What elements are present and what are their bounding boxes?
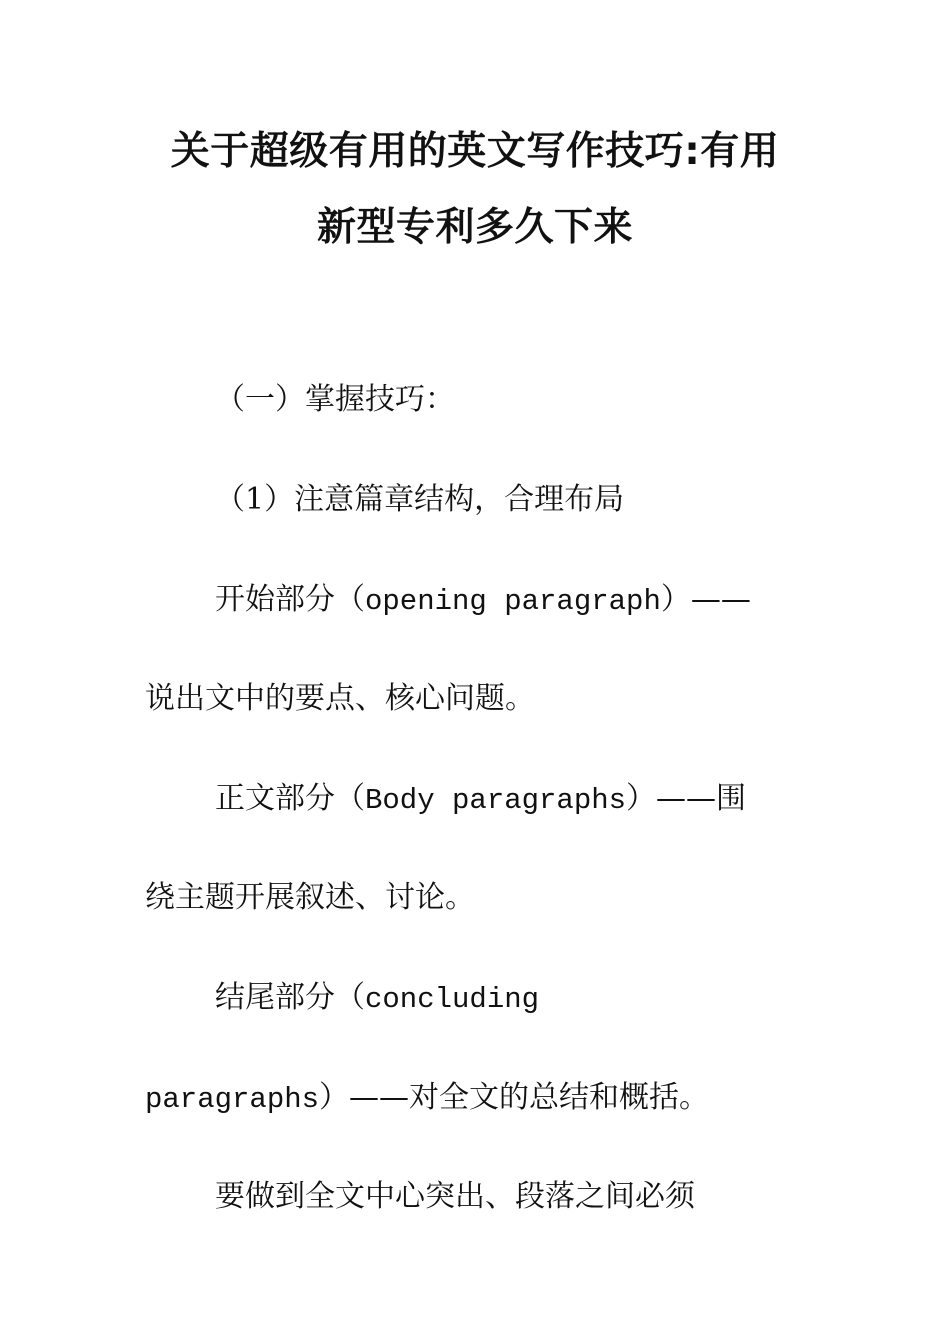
opening-prefix: 开始部分（ <box>215 582 365 617</box>
section-heading: （一）掌握技巧： <box>215 382 455 417</box>
body-prefix: 正文部分（ <box>215 781 365 816</box>
body-suffix: ）——围 <box>626 781 747 816</box>
subsection-heading: （1）注意篇章结构，合理布局 <box>215 482 625 517</box>
last-paragraph-line-1: 要做到全文中心突出、段落之间必须 <box>215 1179 695 1214</box>
document-title-line-2: 新型专利多久下来 <box>316 205 633 250</box>
concluding-prefix: 结尾部分（ <box>215 980 365 1015</box>
opening-paragraph-line-1 <box>215 580 751 622</box>
concluding-english-term-cont: paragraphs <box>145 1083 320 1116</box>
concluding-english-term: concluding <box>365 983 540 1016</box>
concluding-suffix: ）——对全文的总结和概括。 <box>319 1080 710 1115</box>
body-paragraph-line-2: 绕主题开展叙述、讨论。 <box>145 880 475 915</box>
concluding-paragraph-line-2 <box>145 1078 709 1120</box>
opening-english-term: opening paragraph <box>365 585 661 618</box>
body-paragraph-line-1 <box>215 779 746 821</box>
opening-suffix: ）—— <box>660 582 751 617</box>
body-english-term: Body paragraphs <box>365 784 627 817</box>
concluding-paragraph-line-1 <box>215 978 539 1020</box>
opening-paragraph-line-2: 说出文中的要点、核心问题。 <box>145 681 535 716</box>
document-title-line-1: 关于超级有用的英文写作技巧:有用 <box>170 129 780 174</box>
